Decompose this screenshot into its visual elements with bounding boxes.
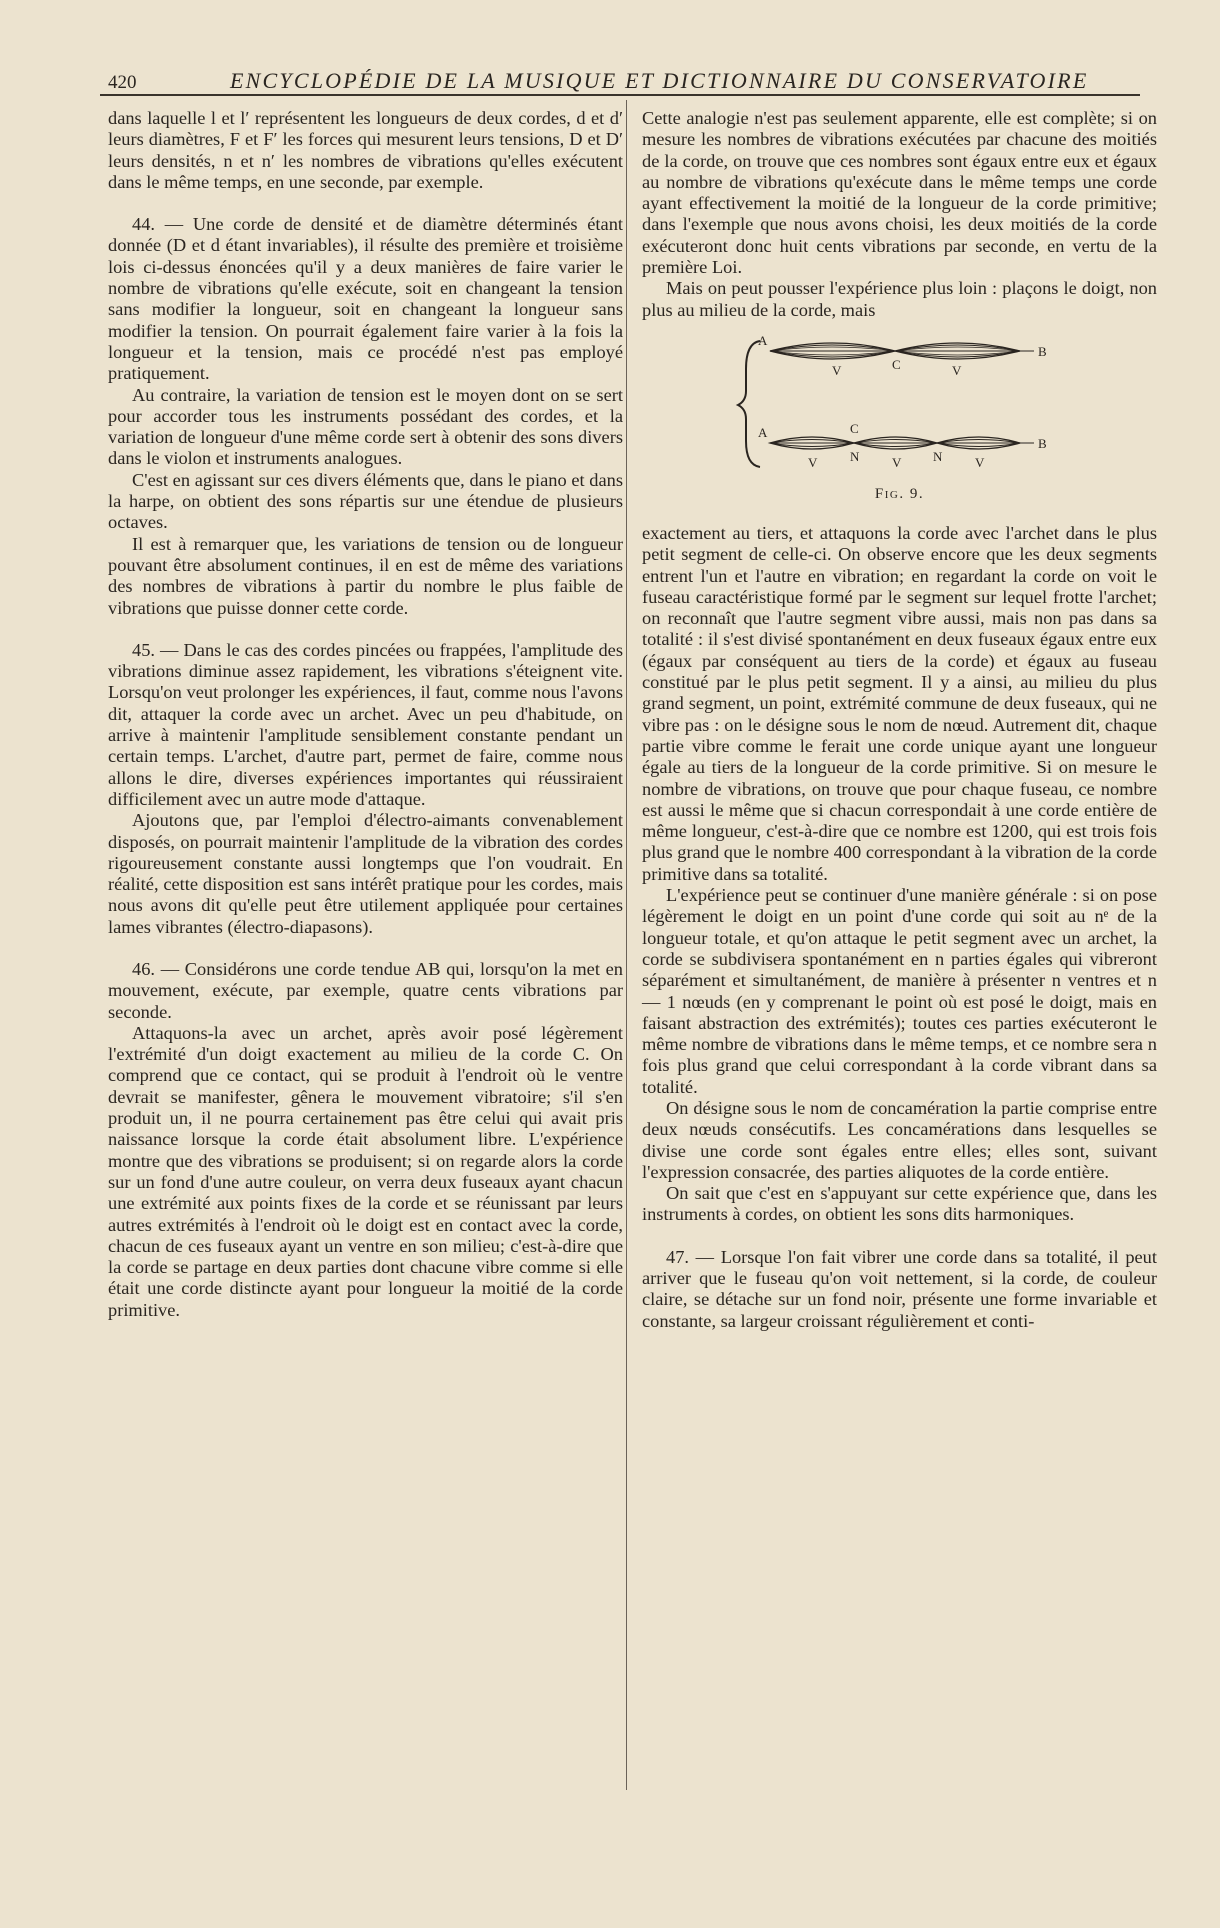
label-b: B <box>1038 435 1047 451</box>
paragraph: Mais on peut pousser l'expérience plus loin : plaçons le doigt, non plus au milieu de la corde, mais <box>642 278 1157 320</box>
paragraph: dans laquelle l et l′ représentent les longueurs de deux cordes, d et d′ leurs diamètres, F et F′ les forces qui mesurent leurs tensions, D et D′ leurs densités, n et n′ les nombres de vibrations qu'elles exécutent dans le même temps, en une seconde, par exemple. <box>108 108 623 192</box>
paragraph: On sait que c'est en s'appuyant sur cette expérience que, dans les instruments à cordes, on obtient les sons dits harmoniques. <box>642 1183 1157 1225</box>
right-column <box>642 108 1157 1332</box>
section-45: 45. — Dans le cas des cordes pincées ou frappées, l'amplitude des vibrations diminue assez rapidement, les vibrations s'éteignent vite. Lorsqu'on veut prolonger les expériences, il faut, comme nous l'avons dit, attaquer la corde avec un archet. Avec un peu d'habitude, on arrive à maintenir l'amplitude sensiblement constante pendant un certain temps. L'archet, d'autre part, permet de faire, comme nous allons le dire, diverses expériences importantes qui réussiraient difficilement avec un autre mode d'attaque. <box>108 639 623 809</box>
running-title: ENCYCLOPÉDIE DE LA MUSIQUE ET DICTIONNAIRE DU CONSERVATOIRE <box>230 68 1089 93</box>
paragraph: C'est en agissant sur ces divers éléments que, dans le piano et dans la harpe, on obtient des sons répartis sur une étendue de plusieurs octaves. <box>108 469 623 533</box>
paragraph: Il est à remarquer que, les variations de tension ou de longueur pouvant être absolument continues, il en est de même des variations des nombres de vibrations à partir du nombre le plus faible de vibrations que puisse donner cette corde. <box>108 533 623 618</box>
figure-caption: Fig. 9. <box>874 485 925 502</box>
paragraph: On désigne sous le nom de concamération la partie comprise entre deux nœuds consécutifs. Les concamérations dans lesquelles se divise une corde sont égales entre elles; elles sont, suivant l'expression consacrée, des parties aliquotes de la corde entière. <box>642 1097 1157 1182</box>
label-b: B <box>1038 343 1047 359</box>
section-47: 47. — Lorsque l'on fait vibrer une corde dans sa totalité, il peut arriver que le fuseau qu'on voit nettement, si la corde, de couleur claire, se détache sur un fond noir, présente une forme invariable et constante, sa largeur croissant régulièrement et conti- <box>642 1246 1157 1331</box>
label-v: V <box>892 454 902 470</box>
label-c: C <box>892 356 901 372</box>
label-v: V <box>832 362 842 378</box>
label-c: C <box>850 420 859 436</box>
label-v: V <box>808 454 818 470</box>
paragraph: L'expérience peut se continuer d'une manière générale : si on pose légèrement le doigt en un point d'une corde qui soit au nᵉ de la longueur totale, et qu'on attaque le petit segment avec un archet, la corde se subdivisera spontanément en n parties égales qui vibreront séparément et simultanément, de manière à présenter n ventres et n — 1 nœuds (en y comprenant le point où est posé le doigt, mais en faisant abstraction des extrémités); toutes ces parties exécuteront le même nombre de vibrations dans le même temps, et ce nombre sera n fois plus grand que celui correspondant à la corde vibrant dans sa totalité. <box>642 885 1157 1097</box>
page-number: 420 <box>108 72 137 93</box>
paragraph: Attaquons-la avec un archet, après avoir posé légèrement l'extrémité d'un doigt exactement au milieu de la corde C. On comprend que ce contact, qui se produit à l'endroit où le ventre devrait se manifester, gênera le mouvement vibratoire; s'il s'en produit un, il ne pourra certainement pas être celui qui avait pris naissance lorsque la corde était absolument libre. L'expérience montre que des vibrations se produisent; si on regarde alors la corde sur un fond d'une autre couleur, on verra deux fuseaux ayant chacun une extrémité aux points fixes de la corde et se réunissant par leurs autres extrémités à l'endroit où le doigt est en contact avec la corde, chacun de ces fuseaux ayant un ventre en son milieu; c'est-à-dire que la corde se partage en deux parties dont chacune vibre comme si elle était une corde distincte ayant pour longueur la moitié de la corde primitive. <box>108 1022 623 1320</box>
paragraph: Au contraire, la variation de tension est le moyen dont on se sert pour accorder tous les instruments possédant des cordes, et la variation de longueur d'une même corde sert à obtenir des sons divers dans le violon et instruments analogues. <box>108 384 623 469</box>
running-header <box>100 58 1140 96</box>
section-44: 44. — Une corde de densité et de diamètre déterminés étant donnée (D et d étant invariables), il résulte des première et troisième lois ci-dessus énoncées qu'il y a deux manières de faire varier le nombre de vibrations qu'elle exécute, soit en changeant la tension sans modifier la longueur, soit en changeant la longueur sans modifier la tension. On pourrait également faire varier à la fois la longueur et la tension, mais ce procédé n'est pas employé pratiquement. <box>108 214 623 384</box>
column-divider <box>626 100 627 1790</box>
paragraph: Cette analogie n'est pas seulement apparente, elle est complète; si on mesure les nombres de vibrations exécutées par chacune des moitiés de la corde, on trouve que ces nombres sont égaux entre eux et égaux au nombre de vibrations qu'exécute dans le même temps une corde ayant effectivement la moitié de la longueur de la corde primitive; dans l'exemple que nous avons choisi, les deux moitiés de la corde exécuteront donc huit cents vibrations par seconde, en vertu de la première Loi. <box>642 108 1157 278</box>
vibrating-string-diagram <box>642 329 1157 479</box>
left-column <box>108 108 623 1321</box>
label-a: A <box>758 332 768 348</box>
label-v: V <box>952 362 962 378</box>
label-v: V <box>975 454 985 470</box>
label-n: N <box>850 448 860 464</box>
figure-9 <box>642 329 1157 519</box>
label-n: N <box>933 448 943 464</box>
section-46: 46. — Considérons une corde tendue AB qui, lorsqu'on la met en mouvement, exécute, par exemple, quatre cents vibrations par seconde. <box>108 958 623 1022</box>
paragraph: Ajoutons que, par l'emploi d'électro-aimants convenablement disposés, on pourrait maintenir l'amplitude de la vibration des cordes rigoureusement constante aussi longtemps que l'on voudrait. En réalité, cette disposition est sans intérêt pratique pour les cordes, mais nous avons dit qu'elle peut être utilement appliquée pour certaines lames vibrantes (électro-diapasons). <box>108 810 623 937</box>
string-three-segments <box>770 437 1020 449</box>
paragraph: exactement au tiers, et attaquons la corde avec l'archet dans le plus petit segment de celle-ci. On observe encore que les deux segments entrent l'un et l'autre en vibration; en regardant la corde on voit le fuseau caractéristique formé par le segment sur lequel frotte l'archet; on reconnaît que l'autre segment vibre aussi, mais non pas dans sa totalité : il s'est divisé spontanément en deux fuseaux égaux entre eux (égaux par conséquent au tiers de la corde) et égaux au fuseau constitué par le plus petit segment. Il y a ainsi, au milieu du plus grand segment, un point, extrémité commune de deux fuseaux, qui ne vibre pas : on le désigne sous le nom de nœud. Autrement dit, chaque partie vibre comme le ferait une corde unique ayant une longueur égale au tiers de la longueur de la corde primitive. Si on mesure le nombre de vibrations, on trouve que pour chaque fuseau, ce nombre est aussi le même que si chacun correspondait à une corde entière de même longueur, c'est-à-dire que ce nombre est 1200, qui est trois fois plus grand que le nombre 400 correspondant à la vibration de la corde primitive dans sa totalité. <box>642 522 1157 884</box>
label-a: A <box>758 424 768 440</box>
